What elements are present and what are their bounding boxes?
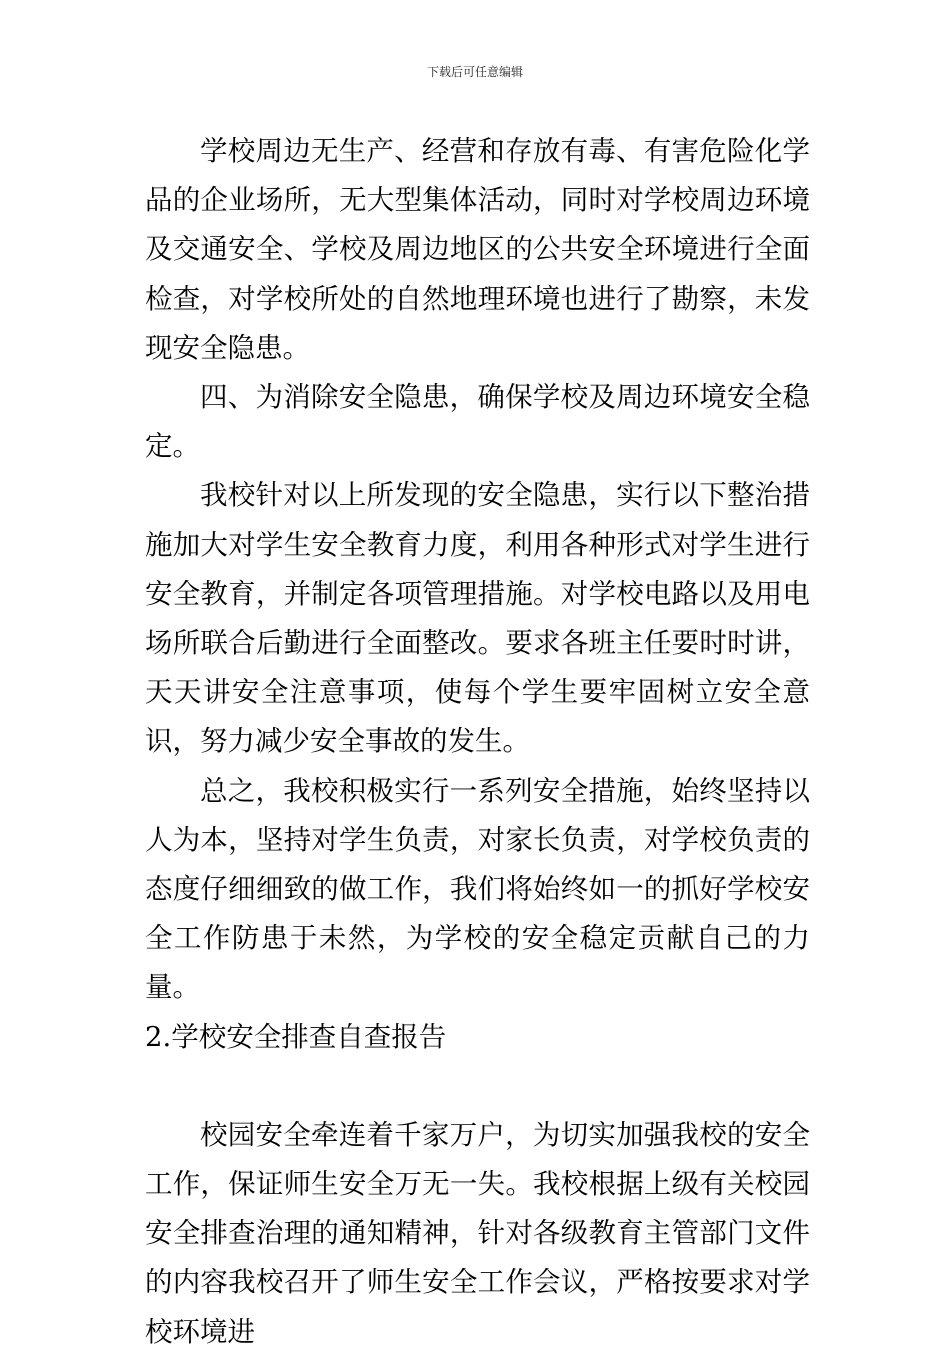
paragraph-remediation-measures: 我校针对以上所发现的安全隐患，实行以下整治措施加大对学生安全教育力度，利用各种形式对学生进行安全教育，并制定各项管理措施。对学校电路以及用电场所联合后勤进行全面整改。要求各班主任要时时讲，天天讲安全注意事项，使每个学生要牢固树立安全意识，努力减少安全事故的发生。 (145, 479, 810, 758)
document-body (145, 127, 810, 1357)
blank-line (145, 1062, 810, 1111)
paragraph-section-four: 四、为消除安全隐患，确保学校及周边环境安全稳定。 (145, 381, 810, 463)
paragraph-surroundings-check: 学校周边无生产、经营和存放有毒、有害危险化学品的企业场所，无大型集体活动，同时对学校周边环境及交通安全、学校及周边地区的公共安全环境进行全面检查，对学校所处的自然地理环境也进行了勘察，未发现安全隐患。 (145, 135, 810, 364)
paragraph-report-intro: 校园安全牵连着千家万户，为切实加强我校的安全工作，保证师生安全万无一失。我校根据上级有关校园安全排查治理的通知精神，针对各级教育主管部门文件的内容我校召开了师生安全工作会议，严格按要求对学校环境进 (145, 1118, 810, 1348)
paragraph-conclusion: 总之，我校积极实行一系列安全措施，始终坚持以人为本，坚持对学生负责，对家长负责，对学校负责的态度仔细细致的做工作，我们将始终如一的抓好学校安全工作防患于未然，为学校的安全稳定贡献自己的力量。 (145, 774, 810, 1004)
page-header-note: 下载后可任意编辑 (426, 65, 523, 79)
section-heading-report-2: 2.学校安全排查自查报告 (145, 1020, 447, 1053)
